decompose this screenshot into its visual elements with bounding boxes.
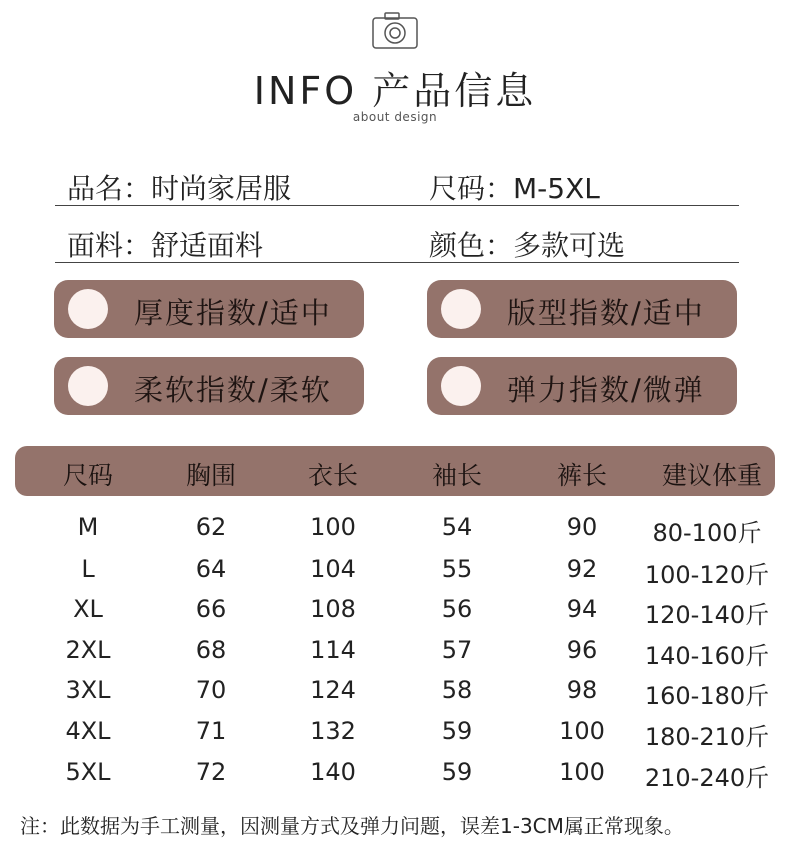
info-row-1 bbox=[55, 157, 739, 206]
indicator-dot bbox=[441, 366, 481, 406]
indicator-dot bbox=[68, 366, 108, 406]
product-fabric: 面料：舒适面料 bbox=[67, 229, 264, 262]
table-cell: 160-180斤 bbox=[644, 682, 770, 710]
table-cell: 124 bbox=[310, 676, 356, 704]
table-cell: 4XL bbox=[65, 717, 111, 745]
table-cell: 132 bbox=[310, 717, 356, 745]
header-size: 尺码 bbox=[62, 461, 113, 490]
table-cell: 104 bbox=[310, 555, 356, 583]
table-cell: 70 bbox=[195, 676, 227, 704]
table-cell: 56 bbox=[441, 595, 473, 623]
softness-index-pill bbox=[54, 357, 364, 415]
table-cell: 140-160斤 bbox=[644, 642, 770, 670]
table-cell: 2XL bbox=[65, 636, 111, 664]
fit-index-label: 版型指数/适中 bbox=[507, 296, 705, 330]
camera-icon bbox=[371, 12, 419, 50]
fit-index-pill bbox=[427, 280, 737, 338]
elasticity-index-label: 弹力指数/微弹 bbox=[507, 373, 705, 407]
softness-index-label: 柔软指数/柔软 bbox=[134, 373, 332, 407]
thickness-index-pill bbox=[54, 280, 364, 338]
product-colors: 颜色：多款可选 bbox=[429, 229, 626, 262]
header-chest: 胸围 bbox=[185, 461, 236, 490]
table-cell: 100-120斤 bbox=[644, 561, 770, 589]
header-length: 衣长 bbox=[307, 461, 358, 490]
table-cell: 58 bbox=[441, 676, 473, 704]
measurement-note: 注：此数据为手工测量，因测量方式及弹力问题，误差1-3CM属正常现象。 bbox=[20, 814, 684, 838]
table-cell: 54 bbox=[441, 513, 473, 541]
table-cell: 80-100斤 bbox=[652, 519, 762, 547]
table-cell: 3XL bbox=[65, 676, 111, 704]
table-cell: 62 bbox=[195, 513, 227, 541]
table-cell: 180-210斤 bbox=[644, 723, 770, 751]
page-title: INFO 产品信息 bbox=[253, 69, 537, 113]
page-subtitle: about design bbox=[352, 110, 438, 124]
table-cell: 100 bbox=[559, 717, 605, 745]
table-cell: 71 bbox=[195, 717, 227, 745]
table-cell: XL bbox=[73, 595, 103, 623]
table-cell: 59 bbox=[441, 717, 473, 745]
table-cell: L bbox=[81, 555, 95, 583]
table-cell: 55 bbox=[441, 555, 473, 583]
table-cell: 94 bbox=[566, 595, 598, 623]
header-pants: 裤长 bbox=[556, 461, 607, 490]
table-cell: 140 bbox=[310, 758, 356, 786]
table-cell: 120-140斤 bbox=[644, 601, 770, 629]
table-cell: 5XL bbox=[65, 758, 111, 786]
table-cell: 64 bbox=[195, 555, 227, 583]
table-cell: 114 bbox=[310, 636, 356, 664]
product-size-range: 尺码：M-5XL bbox=[429, 172, 600, 205]
indicator-dot bbox=[68, 289, 108, 329]
thickness-index-label: 厚度指数/适中 bbox=[134, 296, 332, 330]
table-cell: 210-240斤 bbox=[644, 764, 770, 792]
table-cell: 57 bbox=[441, 636, 473, 664]
product-name: 品名：时尚家居服 bbox=[67, 172, 292, 205]
table-cell: 72 bbox=[195, 758, 227, 786]
table-cell: 100 bbox=[310, 513, 356, 541]
table-cell: 96 bbox=[566, 636, 598, 664]
table-cell: M bbox=[77, 513, 99, 541]
table-cell: 66 bbox=[195, 595, 227, 623]
elasticity-index-pill bbox=[427, 357, 737, 415]
table-cell: 108 bbox=[310, 595, 356, 623]
header-sleeve: 袖长 bbox=[431, 461, 482, 490]
table-cell: 92 bbox=[566, 555, 598, 583]
indicator-dot bbox=[441, 289, 481, 329]
info-row-2 bbox=[55, 214, 739, 263]
size-table-header bbox=[15, 446, 775, 496]
table-cell: 59 bbox=[441, 758, 473, 786]
table-cell: 98 bbox=[566, 676, 598, 704]
table-cell: 100 bbox=[559, 758, 605, 786]
table-cell: 68 bbox=[195, 636, 227, 664]
header-weight: 建议体重 bbox=[661, 461, 762, 490]
table-cell: 90 bbox=[566, 513, 598, 541]
